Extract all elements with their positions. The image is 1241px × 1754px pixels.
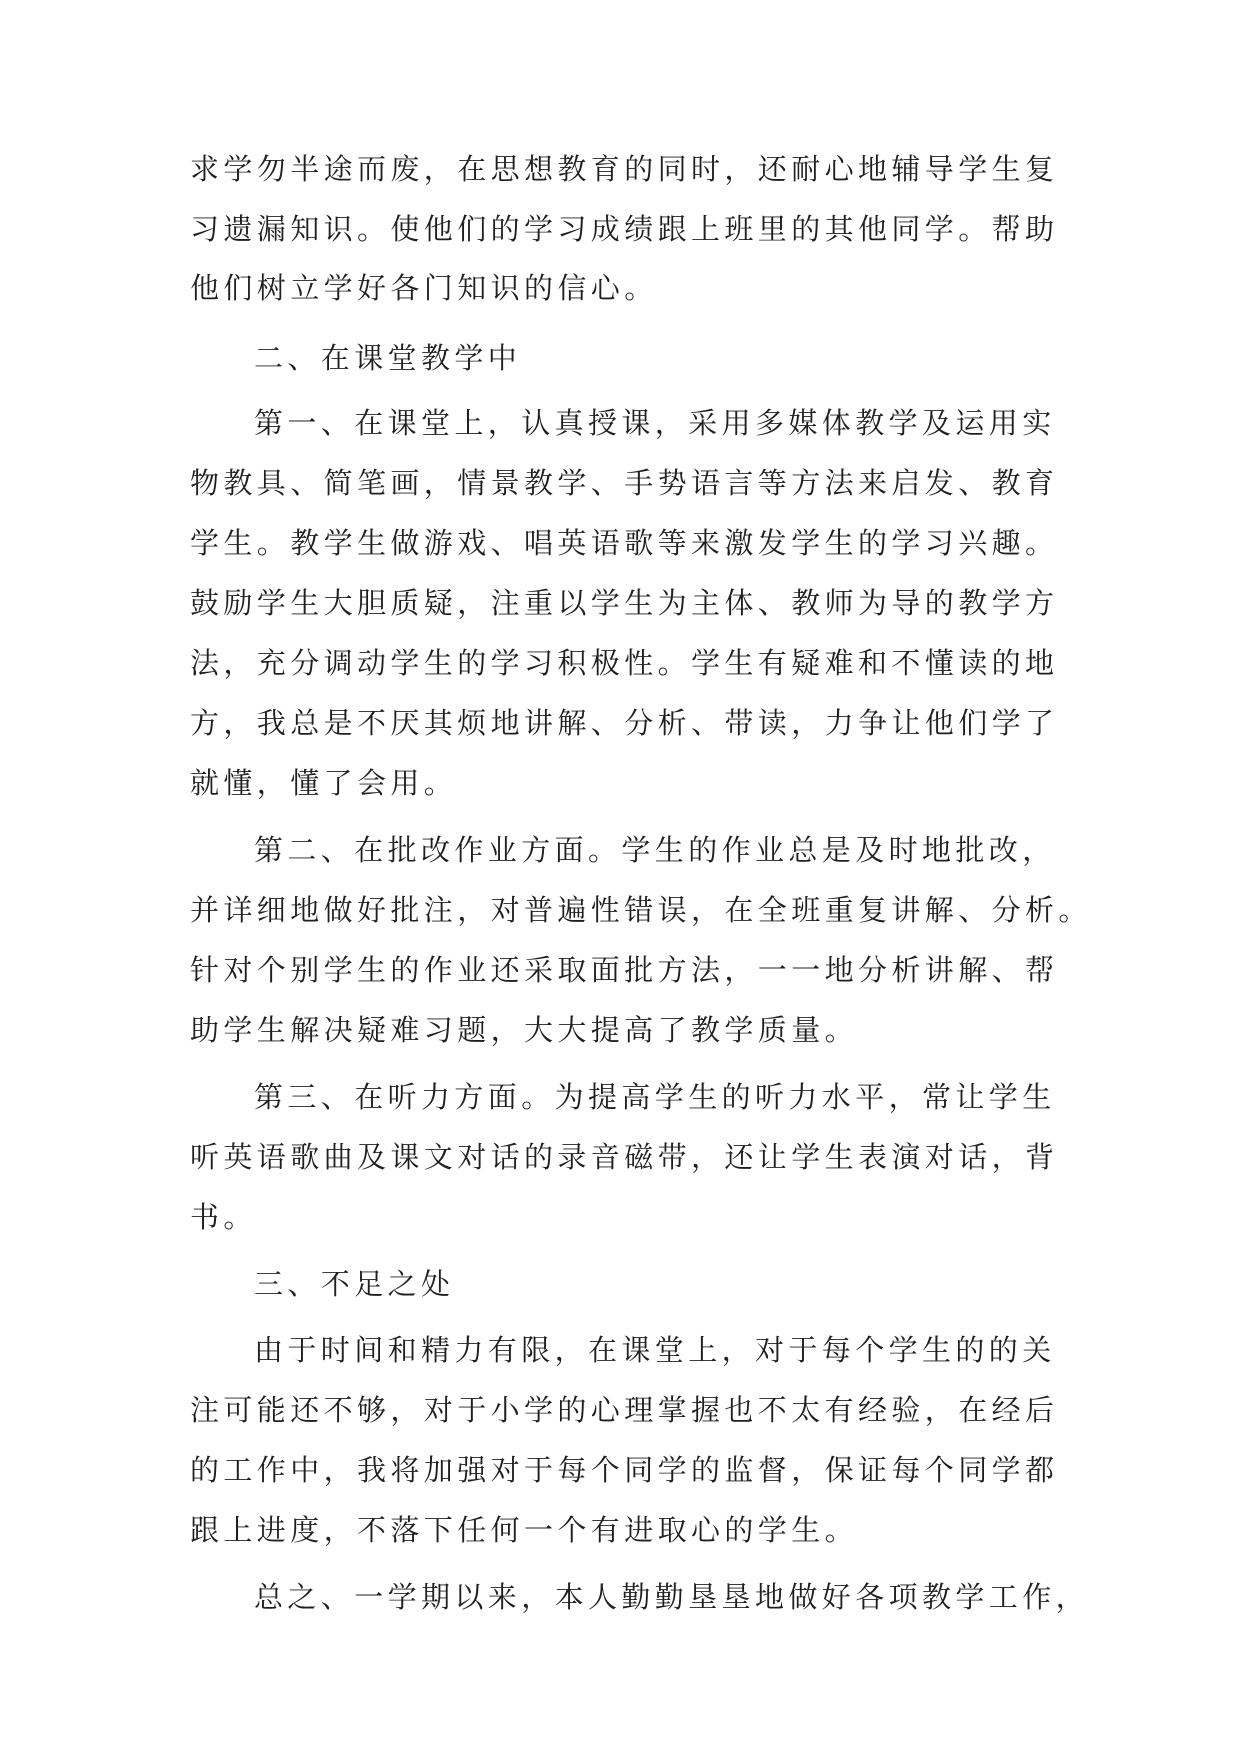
text-line: 求学勿半途而废，在思想教育的同时，还耐心地辅导学生复	[190, 152, 1059, 186]
text-line: 第一、在课堂上，认真授课，采用多媒体教学及运用实	[254, 406, 1056, 440]
text-line: 就懂，懂了会用。	[190, 766, 458, 800]
text-line: 方，我总是不厌其烦地讲解、分析、带读，力争让他们学了	[190, 706, 1059, 740]
text-line: 物教具、简笔画，情景教学、手势语言等方法来启发、教育	[190, 466, 1059, 500]
text-line: 注可能还不够，对于小学的心理掌握也不太有经验，在经后	[190, 1393, 1059, 1427]
text-line: 助学生解决疑难习题，大大提高了教学质量。	[190, 1013, 859, 1047]
text-line: 总之、一学期以来，本人勤勤垦垦地做好各项教学工作，	[254, 1580, 1090, 1614]
text-line: 书。	[190, 1200, 257, 1234]
text-line: 鼓励学生大胆质疑，注重以学生为主体、教师为导的教学方	[190, 586, 1059, 620]
section-heading: 三、不足之处	[254, 1267, 455, 1301]
text-line: 第二、在批改作业方面。学生的作业总是及时地批改，	[254, 833, 1056, 867]
text-line: 学生。教学生做游戏、唱英语歌等来激发学生的学习兴趣。	[190, 526, 1059, 560]
text-line: 法，充分调动学生的学习积极性。学生有疑难和不懂读的地	[190, 646, 1059, 680]
section-heading: 二、在课堂教学中	[254, 341, 522, 375]
text-line: 第三、在听力方面。为提高学生的听力水平，常让学生	[254, 1080, 1056, 1114]
text-line: 习遗漏知识。使他们的学习成绩跟上班里的其他同学。帮助	[190, 212, 1059, 246]
text-line: 并详细地做好批注，对普遍性错误，在全班重复讲解、分析。	[190, 893, 1092, 927]
text-line: 他们树立学好各门知识的信心。	[190, 271, 658, 305]
text-line: 由于时间和精力有限，在课堂上，对于每个学生的的关	[254, 1333, 1056, 1367]
text-line: 跟上进度，不落下任何一个有进取心的学生。	[190, 1513, 859, 1547]
text-line: 听英语歌曲及课文对话的录音磁带，还让学生表演对话，背	[190, 1140, 1059, 1174]
text-line: 的工作中，我将加强对于每个同学的监督，保证每个同学都	[190, 1453, 1059, 1487]
text-line: 针对个别学生的作业还采取面批方法，一一地分析讲解、帮	[190, 953, 1059, 987]
